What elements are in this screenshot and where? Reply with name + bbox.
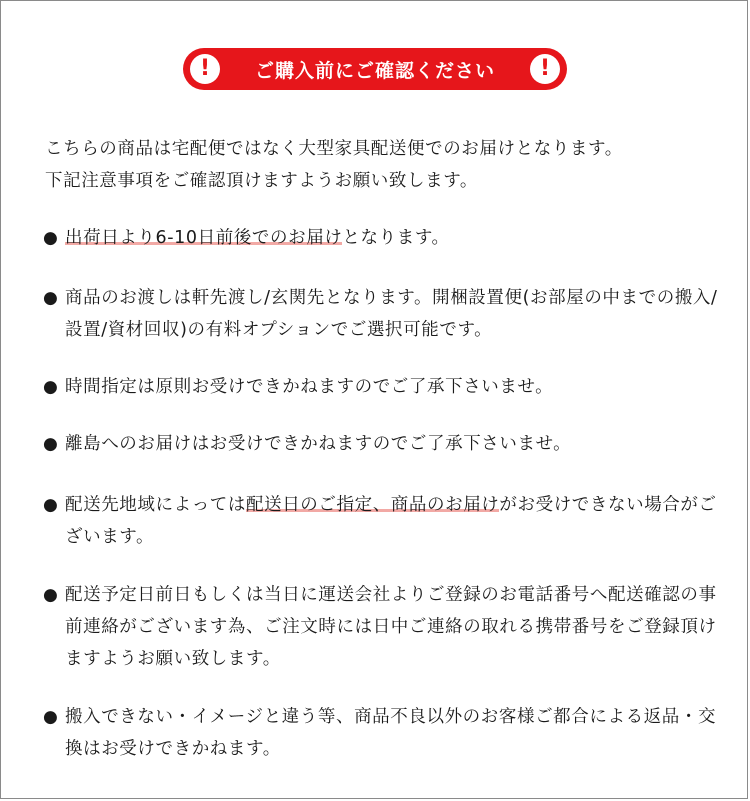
exclamation-icon: ! <box>530 54 560 84</box>
item-text: 配送先地域によっては <box>65 495 246 515</box>
list-item <box>43 282 733 346</box>
bullet-icon: ● <box>43 377 59 397</box>
list-item <box>43 579 733 675</box>
item-text: 離島へのお届けはお受けできかねますのでご了承下さいませ。 <box>65 434 572 454</box>
intro-line: 下記注意事項をご確認頂けますようお願い致します。 <box>45 171 478 191</box>
bullet-icon: ● <box>43 434 59 454</box>
bullet-icon: ● <box>43 707 59 727</box>
list-item <box>43 701 733 765</box>
item-text: となります。 <box>342 228 450 248</box>
intro-text <box>45 133 735 197</box>
list-item <box>43 428 733 460</box>
highlighted-text: 出荷日より6-10日前後でのお届け <box>65 228 343 248</box>
item-text: 配送予定日前日もしくは当日に運送会社よりご登録のお電話番号へ配送確認の事前連絡がございます為、ご注文時には日中ご連絡の取れる携帯番号をご登録頂けますようお願い致します。 <box>65 585 717 669</box>
bullet-icon: ● <box>43 228 59 248</box>
item-text: 時間指定は原則お受けできかねますのでご了承下さいませ。 <box>65 377 554 397</box>
list-item <box>43 489 733 553</box>
item-text: 搬入できない・イメージと違う等、商品不良以外のお客様ご都合による返品・交換はお受けできかねます。 <box>65 707 717 759</box>
item-text: がお受けできない場合がございます。 <box>65 495 717 547</box>
item-text: 商品のお渡しは軒先渡し/玄関先となります。開梱設置便(お部屋の中までの搬入/設置/資材回収)の有料オプションでご選択可能です。 <box>65 288 718 340</box>
bullet-icon: ● <box>43 495 59 515</box>
exclamation-icon: ! <box>190 54 220 84</box>
bullet-icon: ● <box>43 288 59 308</box>
list-item <box>43 371 733 403</box>
intro-line: こちらの商品は宅配便ではなく大型家具配送便でのお届けとなります。 <box>45 139 623 159</box>
banner-title: ご購入前にご確認ください <box>254 59 495 82</box>
highlighted-text: 配送日のご指定、商品のお届け <box>246 495 500 515</box>
notice-banner <box>183 48 567 90</box>
list-item <box>43 222 733 254</box>
bullet-icon: ● <box>43 585 59 605</box>
